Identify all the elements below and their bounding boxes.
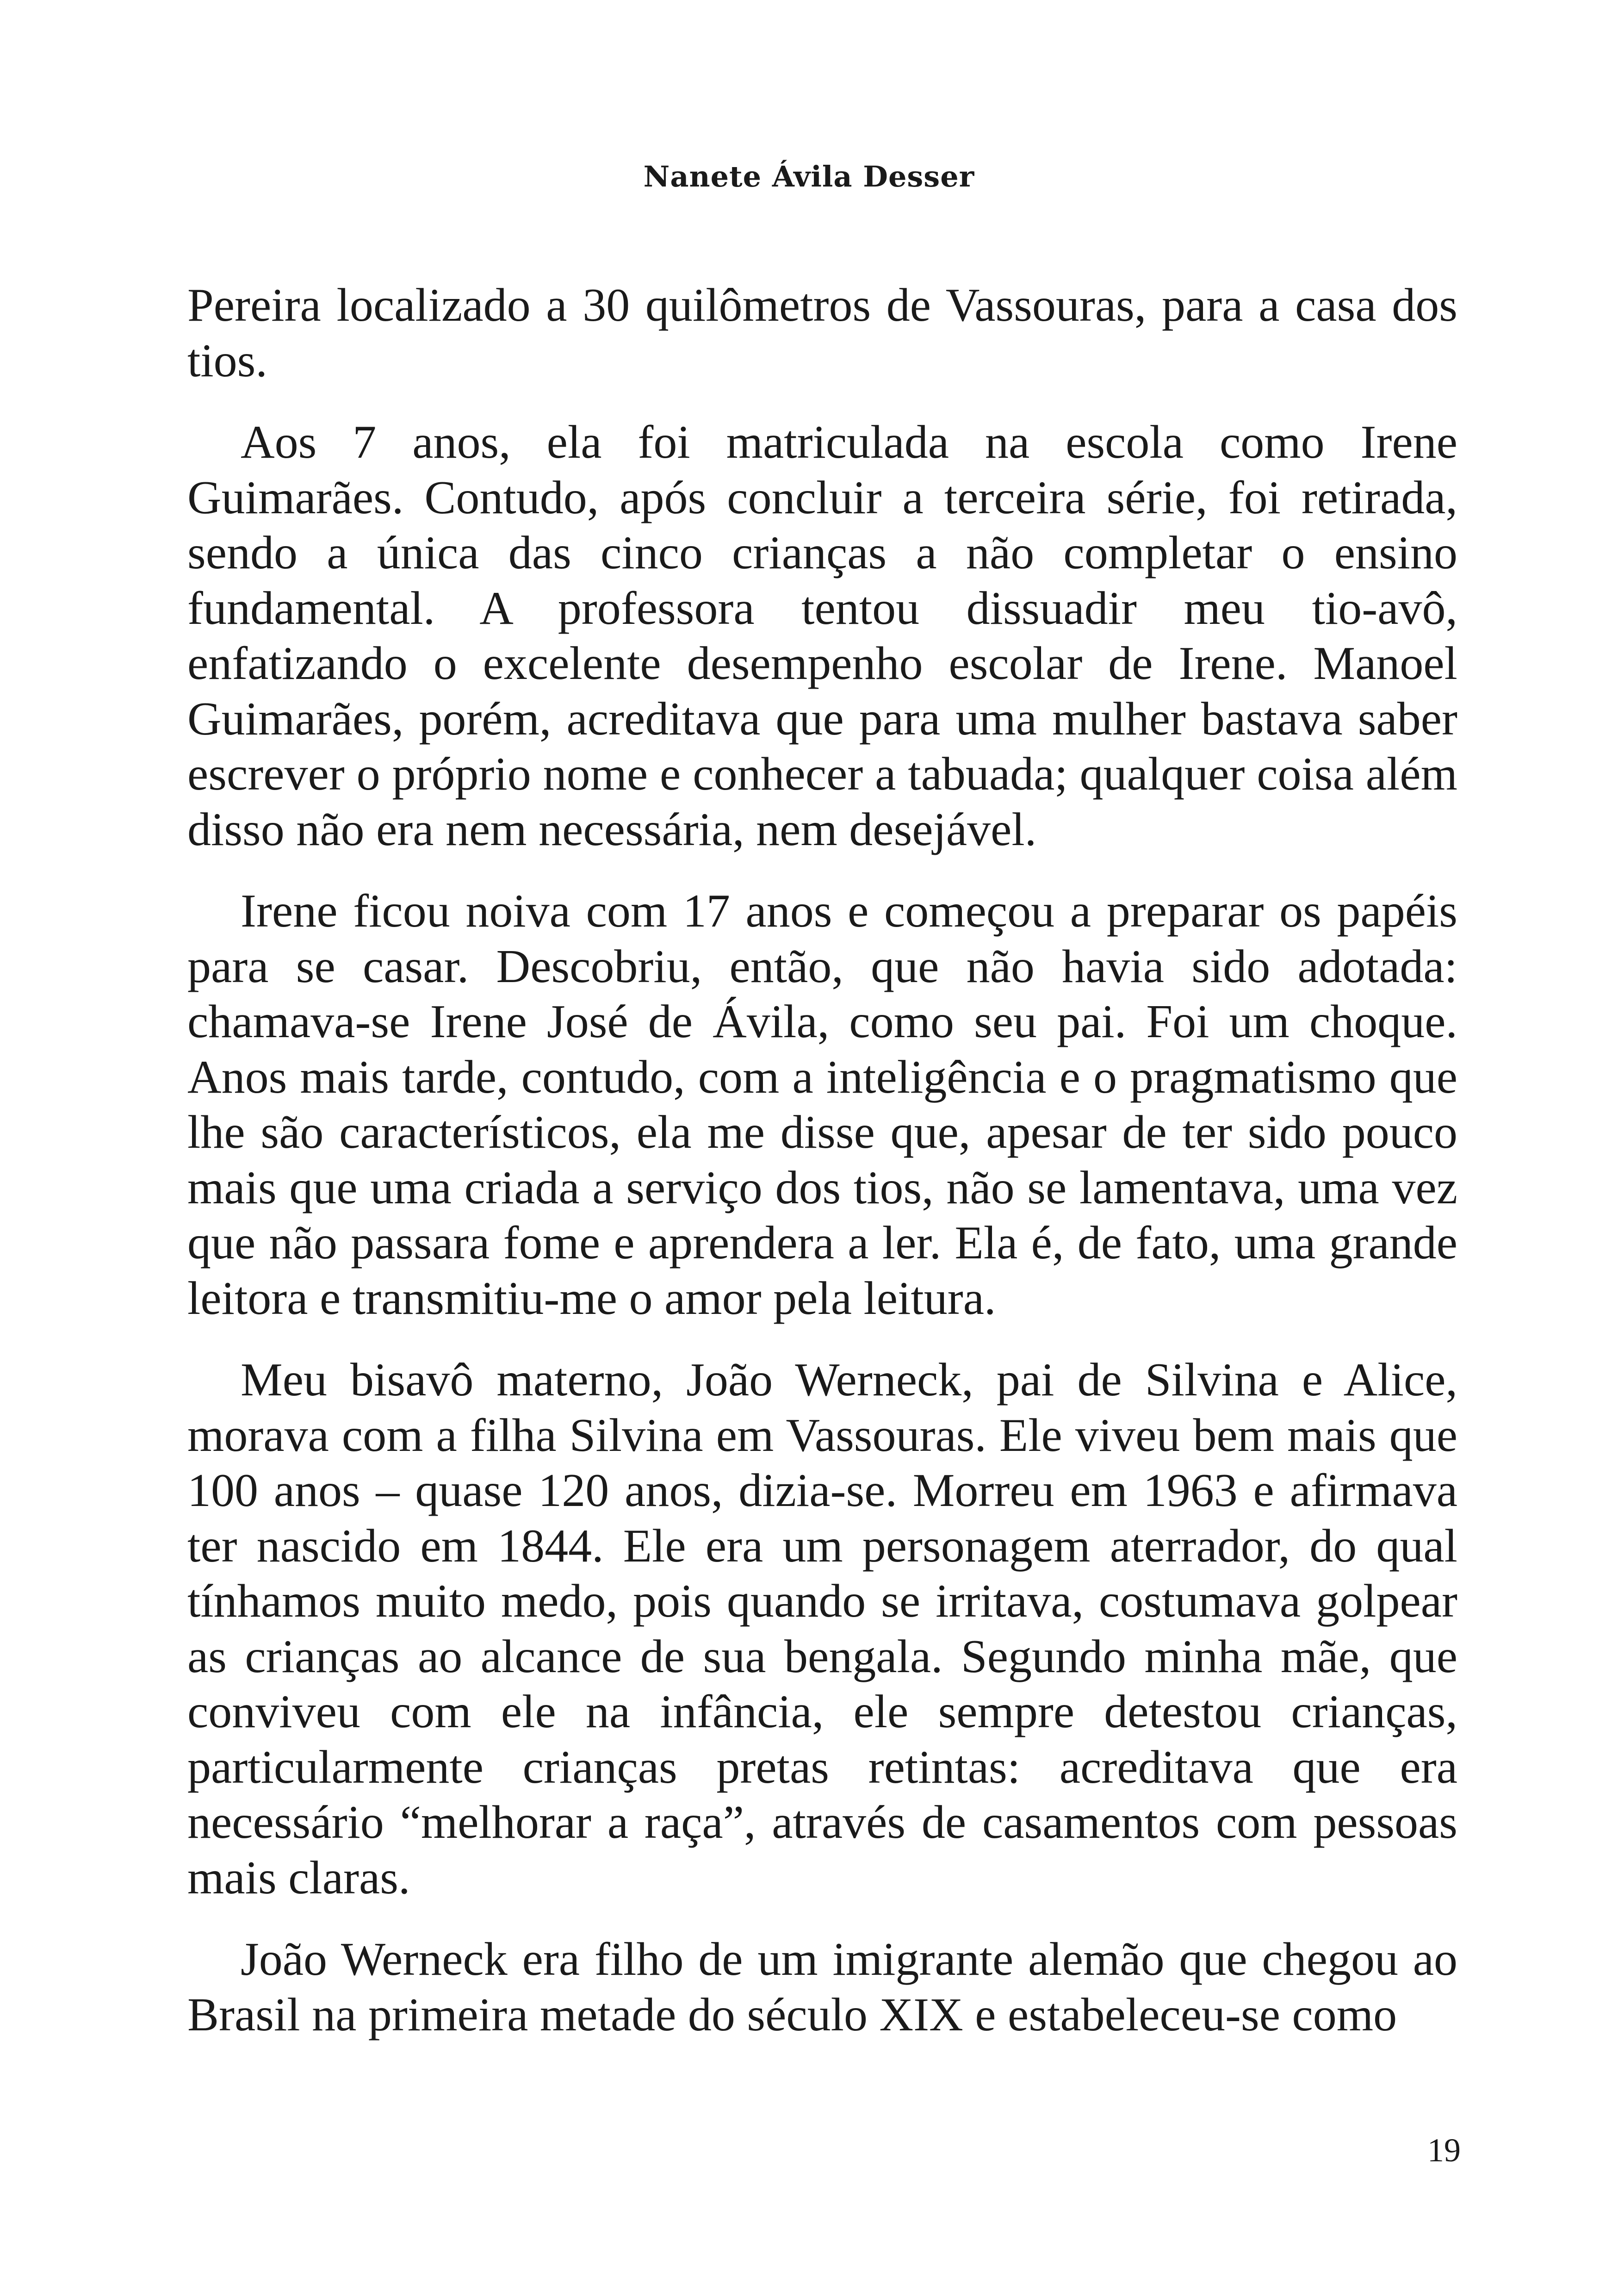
paragraph: João Werneck era filho de um imigrante alemão que chegou ao Brasil na primeira metade do século XIX e estabeleceu-se como [187, 1933, 1457, 2041]
paragraph: Aos 7 anos, ela foi matriculada na escola como Irene Guimarães. Contudo, após concluir a terceira série, foi retirada, sendo a única das cinco crianças a não completar o ensino fundamental. A professora tentou dissuadir meu tio-avô, enfatizando o excelente desempenho escolar de Irene. Manoel Guimarães, porém, acreditava que para uma mulher bastava saber escrever o próprio nome e conhecer a tabuada; qualquer coisa além disso não era nem necessária, nem desejável. [187, 416, 1457, 856]
paragraph: Meu bisavô materno, João Werneck, pai de Silvina e Alice, morava com a filha Silvina em Vassouras. Ele viveu bem mais que 100 anos – quase 120 anos, dizia-se. Morreu em 1963 e afirmava ter nascido em 1844. Ele era um personagem aterrador, do qual tínhamos muito medo, pois quando se irritava, costumava golpear as crianças ao alcance de sua bengala. Segundo minha mãe, que conviveu com ele na infância, ele sempre detestou crianças, particularmente crianças pretas retintas: acreditava que era necessário “melhorar a raça”, através de casamentos com pessoas mais claras. [187, 1354, 1457, 1904]
paragraph: Irene ficou noiva com 17 anos e começou a preparar os papéis para se casar. Descobriu, então, que não havia sido adotada: chamava-se Irene José de Ávila, como seu pai. Foi um choque. Anos mais tarde, contudo, com a inteligência e o pragmatismo que lhe são característicos, ela me disse que, apesar de ter sido pouco mais que uma criada a serviço dos tios, não se lamentava, uma vez que não passara fome e aprendera a ler. Ela é, de fato, uma grande leitora e transmitiu-me o amor pela leitura. [187, 885, 1457, 1325]
paragraph: Pereira localizado a 30 quilômetros de Vassouras, para a casa dos tios. [187, 279, 1457, 387]
running-header-author: Nanete Ávila Desser [643, 160, 975, 193]
page-number: 19 [1427, 2132, 1461, 2169]
body-text [187, 278, 1457, 2069]
